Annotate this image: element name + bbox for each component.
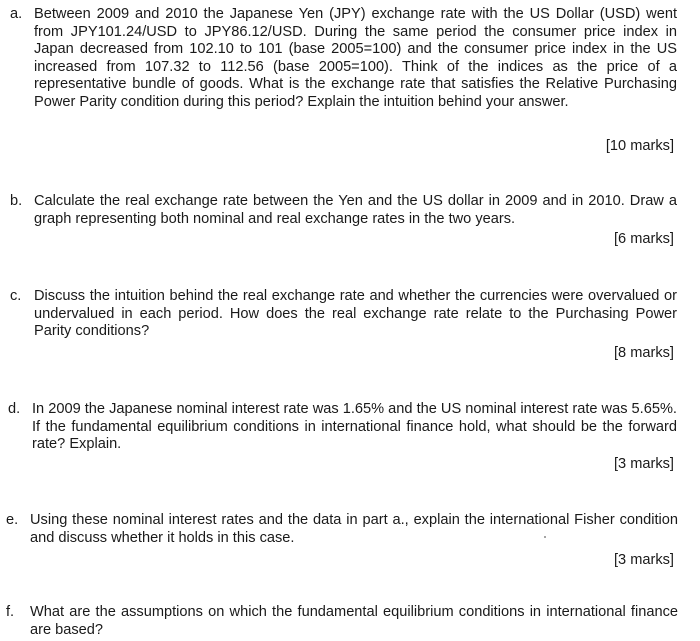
question-letter: e. [6, 512, 19, 528]
question-letter: c. [10, 288, 22, 304]
question-text: What are the assumptions on which the fundamental equilibrium conditions in international finance are based? [30, 604, 678, 638]
marks-label: [3 marks] [613, 456, 674, 472]
question-letter: b. [10, 193, 23, 209]
question-text: In 2009 the Japanese nominal interest rate was 1.65% and the US nominal interest rate was 5.65%. If the fundamental equilibrium conditions in international finance hold, what should be the forward rate? Explain. [32, 401, 677, 453]
question-text: Using these nominal interest rates and the data in part a., explain the international Fisher condition and discuss whether it holds in this case. [30, 512, 678, 546]
question-text: Discuss the intuition behind the real exchange rate and whether the currencies were overvalued or undervalued in each period. How does the real exchange rate relate to the Purchasing Power Parity conditions? [34, 288, 677, 340]
marks-label: [3 marks] [613, 552, 674, 568]
question-letter: d. [8, 401, 21, 417]
question-text: Between 2009 and 2010 the Japanese Yen (JPY) exchange rate with the US Dollar (USD) went from JPY101.24/USD to JPY86.12/USD. During the same period the consumer price index in Japan decreased from 102.10 to 101 (base 2005=100) and the consumer price index in the US increased from 107.32 to 112.56 (base 2005=100). Think of the indices as the price of a representative bundle of goods. What is the exchange rate that satisfies the Relative Purchasing Power Parity condition during this period? Explain the intuition behind your answer. [34, 6, 677, 110]
marks-label: [8 marks] [613, 345, 674, 361]
scan-speck [544, 536, 546, 538]
question-letter: a. [10, 6, 23, 22]
marks-label: [10 marks] [605, 138, 674, 154]
question-letter: f. [6, 604, 15, 620]
question-text: Calculate the real exchange rate between the Yen and the US dollar in 2009 and in 2010. Draw a graph representing both nominal and real exchange rates in the two years. [34, 193, 677, 227]
marks-label: [6 marks] [613, 231, 674, 247]
